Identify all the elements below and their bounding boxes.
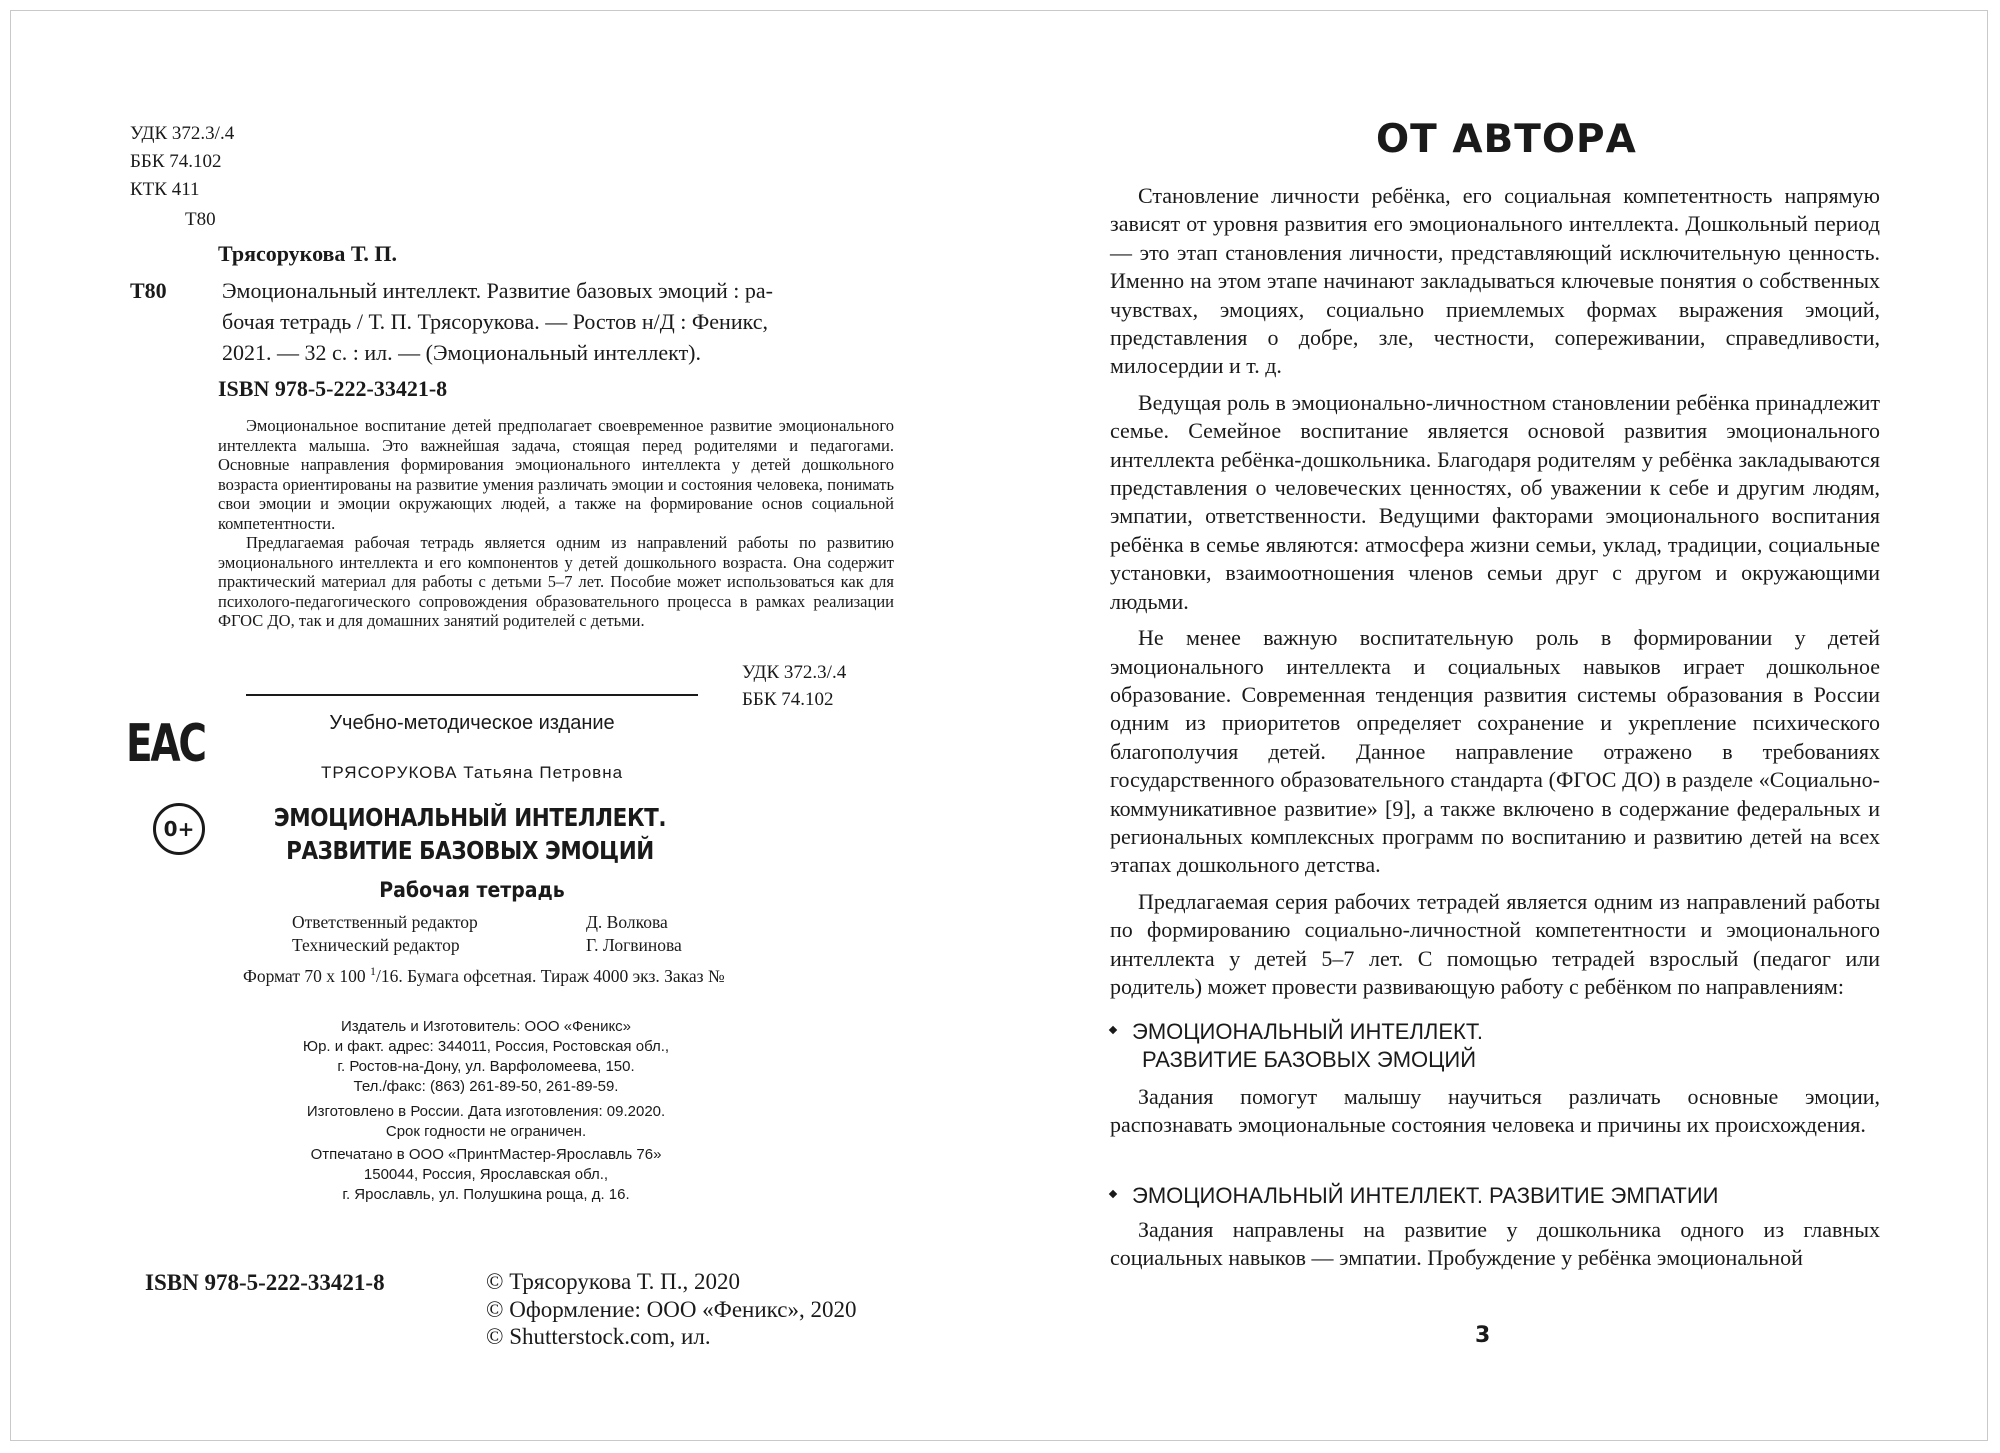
copyrights — [486, 1268, 856, 1351]
bullet-description — [1110, 1216, 1880, 1281]
udc-code: УДК 372.3/.4 — [130, 123, 235, 144]
author-mark-bold: Т80 — [130, 278, 167, 303]
eac-mark: EAC — [126, 714, 205, 774]
book-title — [264, 801, 677, 867]
editor-name: Г. Логвинова — [586, 935, 682, 955]
publisher-line: Юр. и факт. адрес: 344011, Россия, Ростовская обл., — [302, 1038, 670, 1055]
bbk-code: ББК 74.102 — [130, 151, 222, 172]
page-number: 3 — [1475, 1323, 1491, 1348]
paragraph: Предлагаемая серия рабочих тетрадей является одним из направлений работы по формированию социально-личностной компетентности и эмоционального интеллекта у детей 5–7 лет. С помощью тетрадей взрослый (педагог или родитель) может провести развивающую работу с ребёнком по направлениям: — [1110, 888, 1880, 999]
copyright-line: © Трясорукова Т. П., 2020 — [486, 1269, 741, 1294]
paragraph: Не менее важную воспитательную роль в формировании у детей эмоционального интеллекта и социальных навыков играет дошкольное образование. Современная тенденция развития системы образования в России одним из приоритетов определяет сохранение и укрепление психического благополучия детей. Данное направление отражено в требованиях государственного образовательного стандарта (ФГОС ДО) в разделе «Социально-коммуникативное развитие» [9], а также включено в содержание федеральных и региональных комплексных программ по воспитанию и развитию детей на всех этапах дошкольного детства. — [1110, 625, 1880, 878]
manufacture-line: Срок годности не ограничен. — [385, 1123, 587, 1140]
author-heading: Трясорукова Т. П. — [218, 241, 397, 266]
format-suffix: /16. Бумага офсетная. Тираж 4000 экз. Заказ № — [375, 965, 725, 986]
biblio-line: Эмоциональный интеллект. Развитие базовых эмоций : ра- — [222, 278, 773, 303]
page-title: ОТ АВТОРА — [1376, 117, 1637, 162]
author-full-name: ТРЯСОРУКОВА Татьяна Петровна — [320, 763, 624, 782]
bibliographic-record — [222, 275, 922, 368]
isbn-top: ISBN 978-5-222-33421-8 — [218, 376, 448, 401]
bullet-description — [1110, 1083, 1880, 1148]
annotation — [218, 416, 894, 631]
editors-roles — [292, 911, 478, 957]
paragraph: Ведущая роль в эмоционально-личностном становлении ребёнка принадлежит семье. Семейное воспитание является основой развития эмоционального интеллекта ребёнка-дошкольника. Благодаря родителям у ребёнка закладываются представления о человеческих ценностях, об уважении к себе и другим людям, эмпатии, ответственности. Ведущими факторами эмоционального воспитания ребёнка в семье являются: атмосфера жизни семьи, уклад, традиции, социальные установки, взаимоотношения членов семьи друг с другом и окружающими людьми. — [1110, 389, 1880, 614]
editor-role: Технический редактор — [292, 935, 460, 955]
print-format — [243, 964, 725, 987]
book-title-line: РАЗВИТИЕ БАЗОВЫХ ЭМОЦИЙ — [286, 836, 654, 865]
author-mark: Т80 — [185, 209, 216, 230]
bullet-item — [1110, 1182, 1880, 1210]
biblio-line: 2021. — 32 с. : ил. — (Эмоциональный интеллект). — [222, 340, 702, 365]
book-subtitle: Рабочая тетрадь — [379, 878, 565, 902]
annotation-paragraph: Предлагаемая рабочая тетрадь является одним из направлений работы по развитию эмоционального интеллекта и его компонентов у детей дошкольного возраста. Она содержит практический материал для работы с детьми 5–7 лет. Пособие может использоваться как для психолого-педагогического сопровождения образовательного процесса в рамках реализации ФГОС ДО, так и для домашних занятий родителей с детьми. — [218, 533, 894, 630]
bullet-item — [1110, 1018, 1880, 1074]
bullet-heading: РАЗВИТИЕ БАЗОВЫХ ЭМОЦИЙ — [1142, 1047, 1477, 1072]
publisher-line: Тел./факс: (863) 261-89-50, 261-89-59. — [353, 1078, 619, 1095]
udc-code-small: УДК 372.3/.4 — [742, 662, 847, 683]
format-prefix: Формат 70 х 100 — [243, 965, 370, 986]
publisher-info — [246, 1017, 726, 1097]
printer-line: г. Ярославль, ул. Полушкина роща, д. 16. — [342, 1186, 630, 1203]
bullet-diamond-icon — [1109, 1190, 1117, 1198]
ktk-code: КТК 411 — [130, 179, 200, 200]
biblio-line: бочая тетрадь / Т. П. Трясорукова. — Ростов н/Д : Феникс, — [222, 309, 769, 334]
manufacture-info — [246, 1102, 726, 1142]
book-title-line: ЭМОЦИОНАЛЬНЫЙ ИНТЕЛЛЕКТ. — [273, 803, 667, 832]
editor-role: Ответственный редактор — [292, 912, 478, 932]
copyright-line: © Оформление: ООО «Феникс», 2020 — [486, 1296, 857, 1322]
annotation-paragraph: Эмоциональное воспитание детей предполагает своевременное развитие эмоционального интеллекта малыша. Это важнейшая задача, стоящая перед родителями и педагогами. Основные направления формирования эмоционального интеллекта у детей дошкольного возраста ориентированы на развитие умения различать эмоции и состояния человека, понимать свои эмоции и эмоции окружающих людей, а также на формирование основ социальной компетентности. — [218, 416, 894, 533]
divider — [246, 694, 698, 696]
bullet-heading: ЭМОЦИОНАЛЬНЫЙ ИНТЕЛЛЕКТ. РАЗВИТИЕ ЭМПАТИИ — [1132, 1183, 1719, 1208]
paragraph: Становление личности ребёнка, его социальная компетентность напрямую зависят от уровня развития его эмоционального интеллекта. Дошкольный период — это этап становления личности, представляющий исключительную ценность. Именно на этом этапе начинают закладываться ключевые понятия о собственных чувствах, эмоциях, социально приемлемых формах выражения эмоций, представления о добре, зле, честности, сопереживании, справедливости, милосердии и т. д. — [1110, 183, 1880, 379]
copyright-line: © Shutterstock.com, ил. — [486, 1324, 711, 1349]
editor-name: Д. Волкова — [586, 912, 668, 932]
editors-names — [586, 911, 682, 957]
format-superscript: 1 — [369, 964, 376, 978]
paragraph: Задания помогут малышу научиться различать основные эмоции, распознавать эмоциональные состояния человека и причины их происхождения. — [1110, 1084, 1880, 1138]
printer-line: Отпечатано в ООО «ПринтМастер-Ярославль 76» — [310, 1146, 662, 1163]
publisher-line: Издатель и Изготовитель: ООО «Феникс» — [340, 1018, 632, 1035]
age-rating-badge: 0+ — [153, 803, 205, 855]
printer-line: 150044, Россия, Ярославская обл., — [363, 1166, 609, 1183]
publisher-line: г. Ростов-на-Дону, ул. Варфоломеева, 150. — [337, 1058, 635, 1075]
bullet-diamond-icon — [1109, 1026, 1117, 1034]
printer-info — [246, 1145, 726, 1205]
paragraph: Задания направлены на развитие у дошкольника одного из главных социальных навыков — эмпатии. Пробуждение у ребёнка эмоциональной — [1110, 1217, 1880, 1271]
main-text — [1110, 182, 1880, 1009]
manufacture-line: Изготовлено в России. Дата изготовления: 09.2020. — [306, 1103, 666, 1120]
bbk-code-small: ББК 74.102 — [742, 689, 834, 710]
isbn-bottom: ISBN 978-5-222-33421-8 — [145, 1270, 385, 1295]
edition-type: Учебно-методическое издание — [329, 712, 615, 734]
bullet-heading: ЭМОЦИОНАЛЬНЫЙ ИНТЕЛЛЕКТ. — [1132, 1019, 1483, 1044]
